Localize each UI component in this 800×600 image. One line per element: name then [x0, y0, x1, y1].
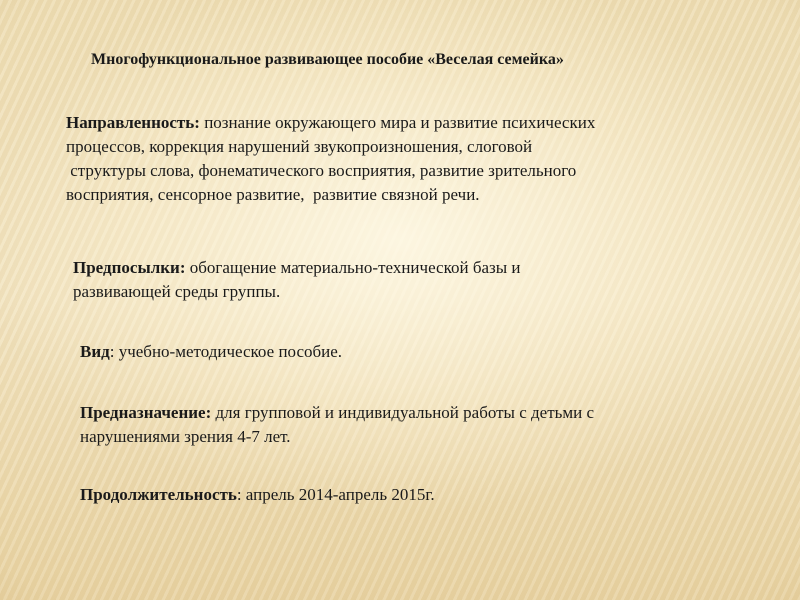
slide-title: Многофункциональное развивающее пособие «Веселая семейка» — [91, 51, 564, 68]
prerequisites-text-1: обогащение материально-технической базы и — [185, 258, 521, 277]
purpose-line-2: нарушениями зрения 4-7 лет. — [80, 427, 291, 446]
prerequisites-line-2: развивающей среды группы. — [73, 282, 281, 301]
duration-label: Продолжительность — [80, 485, 237, 504]
direction-line-4: восприятия, сенсорное развитие, развитие связной речи. — [66, 185, 480, 204]
type-line — [80, 340, 342, 364]
duration-text: : апрель 2014-апрель 2015г. — [236, 485, 435, 504]
prerequisites-paragraph — [73, 256, 521, 304]
duration-line — [80, 483, 435, 507]
type-text: : учебно-методическое пособие. — [109, 342, 343, 361]
prerequisites-line-1 — [73, 256, 521, 280]
direction-label: Направленность: — [66, 113, 200, 132]
direction-line-2: процессов, коррекция нарушений звукопроизношения, слоговой — [66, 137, 533, 156]
direction-text-1: познание окружающего мира и развитие психических — [199, 113, 596, 132]
direction-paragraph — [66, 111, 595, 207]
purpose-line-1 — [80, 401, 594, 425]
direction-line-1 — [66, 111, 595, 135]
purpose-text-1: для групповой и индивидуальной работы с детьми с — [211, 403, 595, 422]
type-label: Вид — [80, 342, 110, 361]
type-paragraph — [80, 340, 342, 364]
direction-line-3: структуры слова, фонематического восприятия, развитие зрительного — [66, 161, 577, 180]
purpose-paragraph — [80, 401, 594, 449]
prerequisites-label: Предпосылки: — [73, 258, 186, 277]
purpose-label: Предназначение: — [80, 403, 212, 422]
duration-paragraph — [80, 483, 435, 507]
